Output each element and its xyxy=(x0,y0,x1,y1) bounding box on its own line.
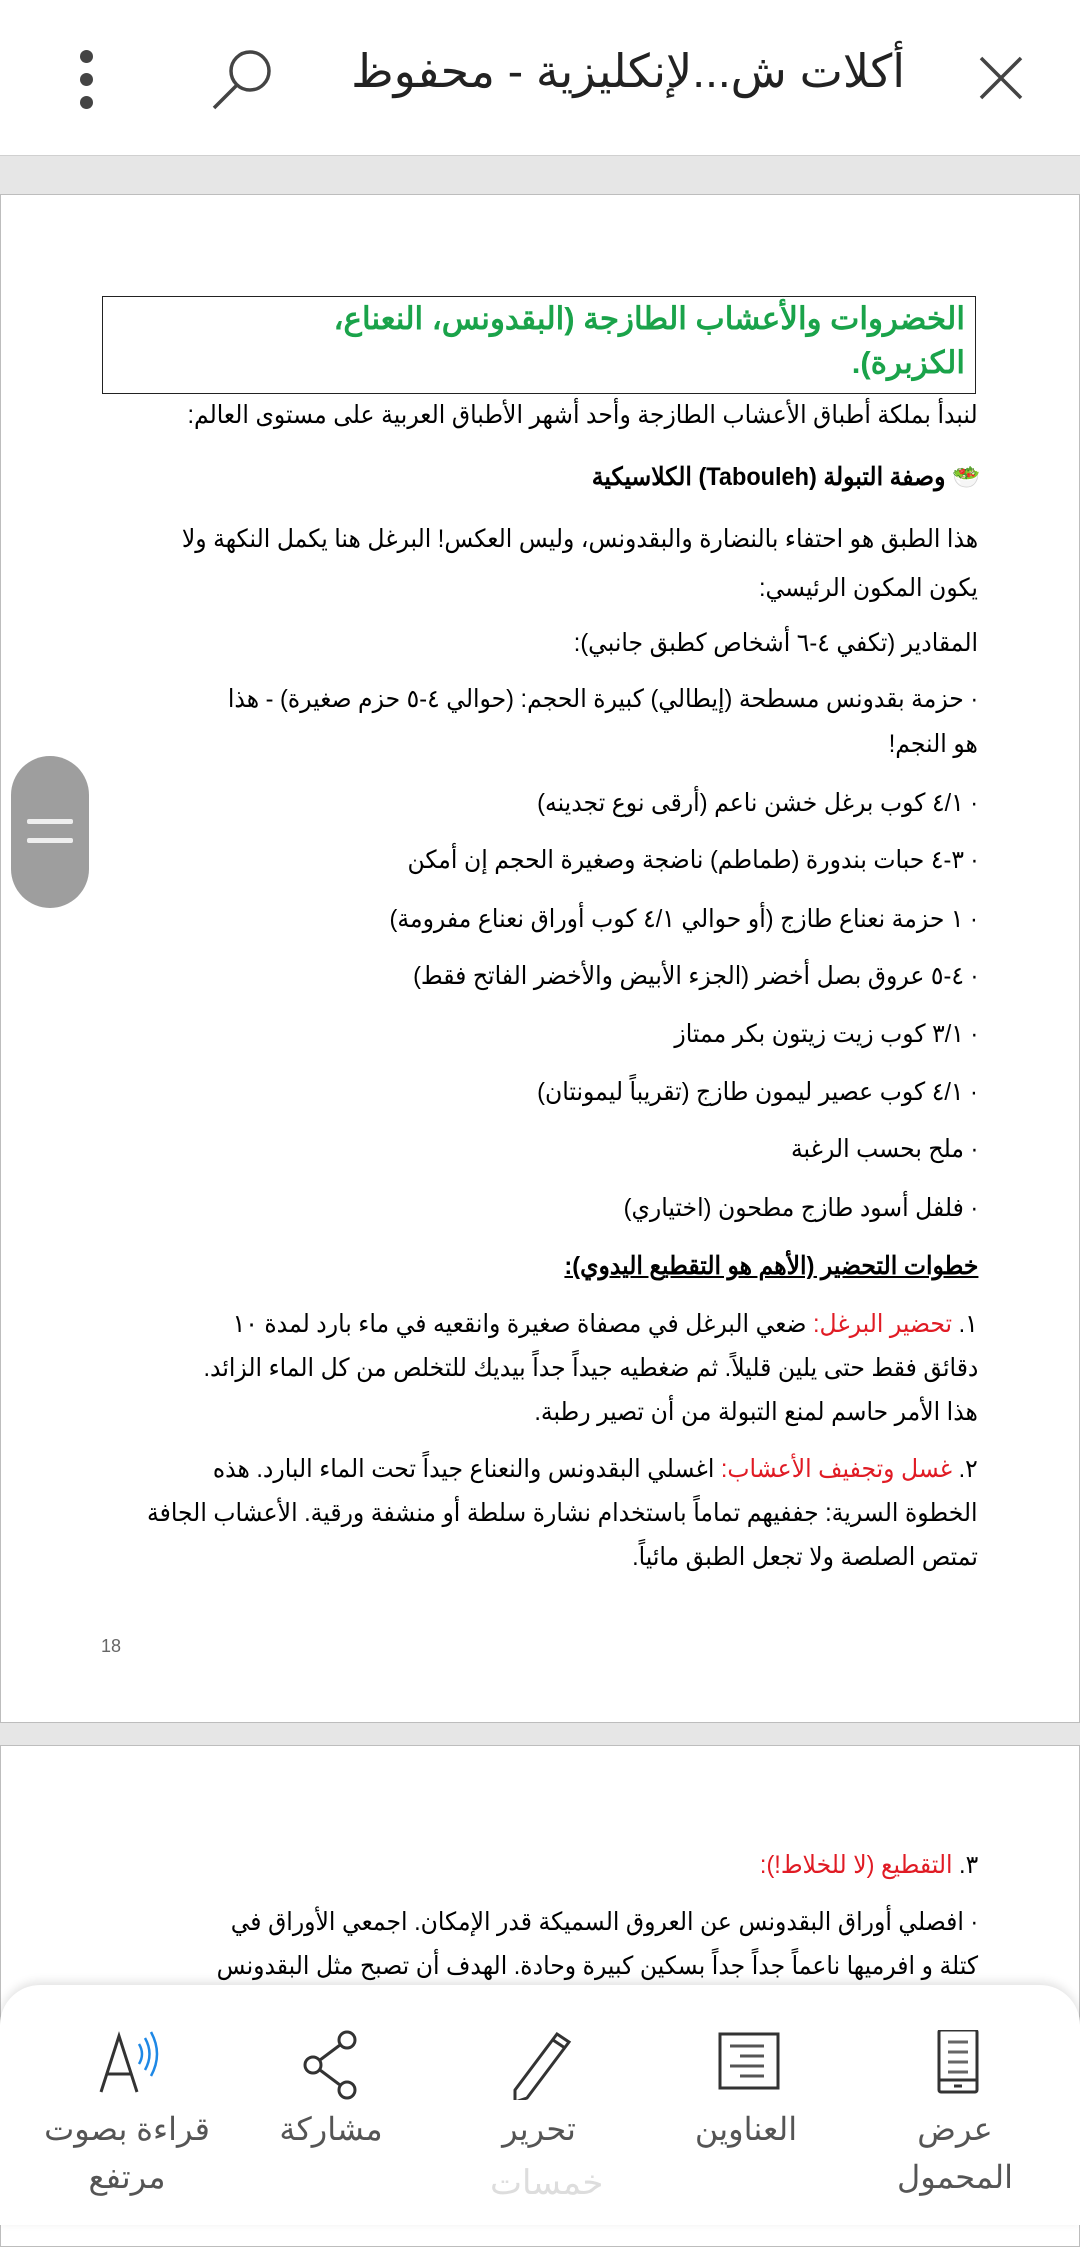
ingredient-item: · ٣/١ كوب زيت زيتون بكر ممتاز xyxy=(674,1020,978,1048)
quantities-label: المقادير (تكفي ٤-٦ أشخاص كطبق جانبي): xyxy=(573,629,978,657)
search-icon[interactable] xyxy=(208,45,278,115)
headings-label: العناوين xyxy=(694,2111,798,2147)
step-text: تمتص الصلصة ولا تجعل الطبق مائياً. xyxy=(632,1543,978,1571)
step-text: دقائق فقط حتى يلين قليلاً. ثم ضغطيه جيداً جداً بيديك للتخلص من كل الماء الزائد. xyxy=(203,1354,978,1382)
step-text: اغسلي البقدونس والنعناع جيداً تحت الماء البارد. هذه xyxy=(213,1455,715,1483)
more-options-icon[interactable] xyxy=(80,50,94,109)
share-label: مشاركة xyxy=(279,2111,383,2147)
step-1 xyxy=(233,1312,978,1337)
ingredient-item: · ملح بحسب الرغبة xyxy=(790,1135,978,1163)
read-aloud-icon xyxy=(95,2030,165,2100)
ingredient-item: · حزمة بقدونس مسطحة (إيطالي) كبيرة الحجم: (حوالي ٤-٥ حزم صغيرة) - هذا xyxy=(227,685,978,713)
step-text: هذا الأمر حاسم لمنع التبولة من أن تصير رطبة. xyxy=(534,1398,978,1426)
step-2 xyxy=(213,1457,978,1482)
ingredient-item: · فلفل أسود طازج مطحون (اختياري) xyxy=(623,1194,978,1222)
step-number: ٢. xyxy=(958,1455,978,1483)
description-line: هذا الطبق هو احتفاء بالنضارة والبقدونس، وليس العكس! البرغل هنا يكمل النكهة ولا xyxy=(181,525,978,553)
mobile-view-icon xyxy=(923,2030,993,2100)
step-text: · افصلي أوراق البقدونس عن العروق السميكة قدر الإمكان. اجمعي الأوراق في xyxy=(230,1908,978,1936)
read-aloud-label-2: مرتفع xyxy=(88,2159,166,2195)
top-bar xyxy=(0,0,1080,156)
step-3 xyxy=(760,1853,978,1878)
read-aloud-label: قراءة بصوت xyxy=(44,2111,210,2147)
intro-text: لنبدأ بملكة أطباق الأعشاب الطازجة وأحد أشهر الأطباق العربية على مستوى العالم: xyxy=(187,401,978,429)
ingredient-item: · ١ حزمة نعناع طازج (أو حوالي ٤/١ كوب أوراق نعناع مفرومة) xyxy=(389,905,978,933)
ingredient-item: · ٤-٥ عروق بصل أخضر (الجزء الأبيض والأخضر الفاتح فقط) xyxy=(412,962,978,990)
page-number: 18 xyxy=(101,1636,122,1656)
step-label: تحضير البرغل: xyxy=(813,1310,953,1338)
watermark: خمسات xyxy=(490,2164,604,2202)
mobile-view-label-2: المحمول xyxy=(896,2159,1014,2195)
recipe-title-text: وصفة التبولة (Tabouleh) الكلاسيكية xyxy=(591,463,946,491)
step-label: التقطيع (لا للخلاط!): xyxy=(759,1851,953,1879)
ingredient-item: · ٣-٤ حبات بندورة (طماطم) ناضجة وصغيرة الحجم إن أمكن xyxy=(407,846,978,874)
step-number: ٣. xyxy=(958,1851,978,1879)
share-icon xyxy=(299,2030,369,2100)
heading-line-1: الخضروات والأعشاب الطازجة (البقدونس، النعناع، xyxy=(333,301,965,336)
edit-label: تحرير xyxy=(502,2111,576,2147)
heading-line-2: الكزبرة). xyxy=(851,345,965,380)
mobile-view-label: عرض xyxy=(917,2111,993,2147)
step-text: ضعي البرغل في مصفاة صغيرة وانقعيه في ماء بارد لمدة ١٠ xyxy=(232,1310,807,1338)
ingredient-item: هو النجم! xyxy=(888,730,978,758)
steps-heading: خطوات التحضير (الأهم هو التقطيع اليدوي): xyxy=(563,1252,978,1280)
pencil-icon xyxy=(507,2030,577,2100)
section-heading xyxy=(102,296,976,394)
salad-icon: 🥗 xyxy=(951,464,980,491)
scroll-handle[interactable] xyxy=(11,756,89,908)
ingredient-item: · ٤/١ كوب عصير ليمون طازج (تقريباً ليمونتان) xyxy=(537,1078,978,1106)
step-text: كتلة و افرميها ناعماً جداً جداً بسكين كبيرة وحادة. الهدف أن تصبح مثل البقدونس xyxy=(216,1952,978,1980)
step-text: الخطوة السرية: جففيهم تماماً باستخدام نشارة سلطة أو منشفة ورقية. الأعشاب الجافة xyxy=(147,1499,978,1527)
close-icon[interactable] xyxy=(978,55,1024,101)
ingredient-item: · ٤/١ كوب برغل خشن ناعم (أرقى نوع تجدينه) xyxy=(537,789,978,817)
headings-icon xyxy=(714,2030,784,2100)
step-number: ١. xyxy=(958,1310,978,1338)
description-line: يكون المكون الرئيسي: xyxy=(758,574,978,602)
document-title: أكلات ش...لإنكليزية - محفوظ xyxy=(351,45,905,97)
recipe-title xyxy=(592,465,980,490)
step-label: غسل وتجفيف الأعشاب: xyxy=(721,1455,953,1483)
